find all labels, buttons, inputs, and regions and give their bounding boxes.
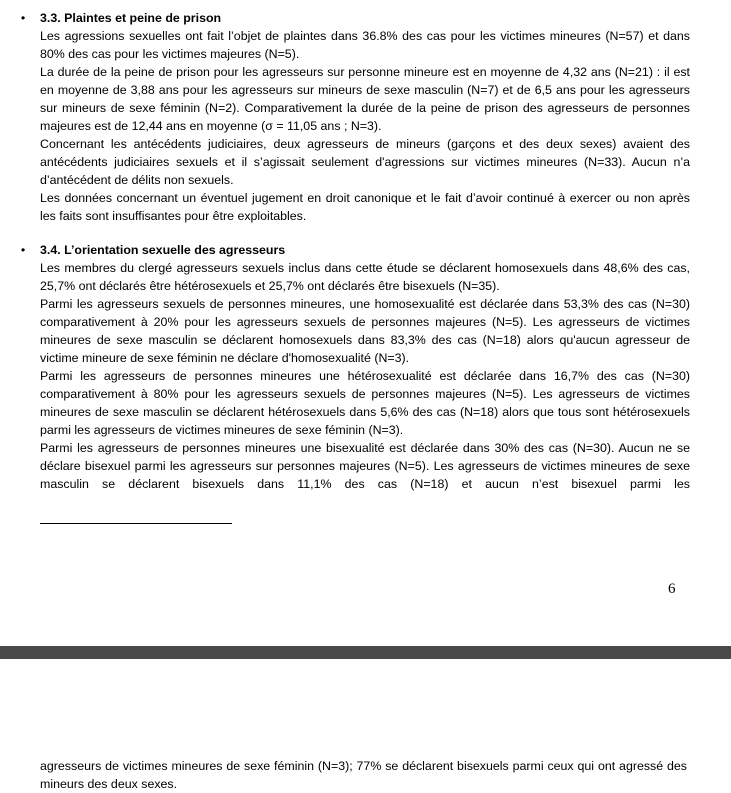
section-body	[40, 27, 690, 225]
section-heading: 3.3. Plaintes et peine de prison	[40, 11, 222, 25]
section-body	[40, 259, 690, 493]
page-number: 6	[668, 581, 676, 597]
paragraph: Les membres du clergé agresseurs sexuels inclus dans cette étude se déclarent homosexuels dans 48,6% des cas, 25,7% ont déclarés être hétérosexuels et 25,7% ont déclarés être bisexuels (N=35).	[40, 261, 690, 293]
paragraph: Parmi les agresseurs de personnes mineures une hétérosexualité est déclarée dans 16,7% des cas (N=30) comparativement à 80% pour les agresseurs sexuels de personnes majeures (N=5). Les agresseurs de victimes mineures de sexe masculin se déclarent hétérosexuels dans 5,6% des cas (N=18) alors que tous sont hétérosexuels parmi les agresseurs de victimes mineures de sexe féminin (N=3).	[40, 369, 690, 437]
paragraph: agresseurs de victimes mineures de sexe féminin (N=3); 77% se déclarent bisexuels parmi ceux qui ont agressé des mineurs des deux sexes.	[40, 759, 687, 791]
paragraph: Les données concernant un éventuel jugement en droit canonique et le fait d’avoir continué à exercer ou non après les faits sont insuffisantes pour être exploitables.	[40, 191, 690, 223]
bullet-point: •	[20, 243, 26, 257]
section-heading: 3.4. L’orientation sexuelle des agresseurs	[40, 243, 286, 257]
paragraph: Concernant les antécédents judiciaires, deux agresseurs de mineurs (garçons et des deux sexes) avaient des antécédents judiciaires sexuels et il s’agissait seulement d'agressions sur victimes mineures (N=33). Aucun n’a d’antécédent de délits non sexuels.	[40, 137, 690, 187]
footnote-separator	[40, 523, 232, 524]
paragraph: La durée de la peine de prison pour les agresseurs sur personne mineure est en moyenne de 4,32 ans (N=21) : il est en moyenne de 3,88 ans pour les agresseurs sur mineurs de sexe masculin (N=7) et de 6,5 ans pour les agresseurs sur mineurs de sexe féminin (N=2). Comparativement la durée de la peine de prison des agresseurs de personnes majeures est de 12,44 ans en moyenne (σ = 11,05 ans ; N=3).	[40, 65, 690, 133]
paragraph: Parmi les agresseurs sexuels de personnes mineures, une homosexualité est déclarée dans 53,3% des cas (N=30) comparativement à 20% pour les agresseurs sexuels de personnes majeures (N=5). Les agresseurs de victimes mineures de sexe masculin se déclarent homosexuels dans 83,3% des cas (N=18) alors qu'aucun agresseur de victime mineure de sexe féminin ne déclare d'homosexualité (N=3).	[40, 297, 690, 365]
page-break-divider	[0, 646, 731, 659]
bullet-point: •	[20, 11, 26, 25]
paragraph: Parmi les agresseurs de personnes mineures une bisexualité est déclarée dans 30% des cas (N=30). Aucun ne se déclare bisexuel parmi les agresseurs sur personnes majeures (N=5). Les agresseurs de victimes mineures de sexe masculin se déclarent bisexuels dans 11,1% des cas (N=18) et aucun n’est bisexuel parmi les	[40, 441, 690, 491]
paragraph: Les agressions sexuelles ont fait l’objet de plaintes dans 36.8% des cas pour les victimes mineures (N=57) et dans 80% des cas pour les victimes majeures (N=5).	[40, 29, 690, 61]
